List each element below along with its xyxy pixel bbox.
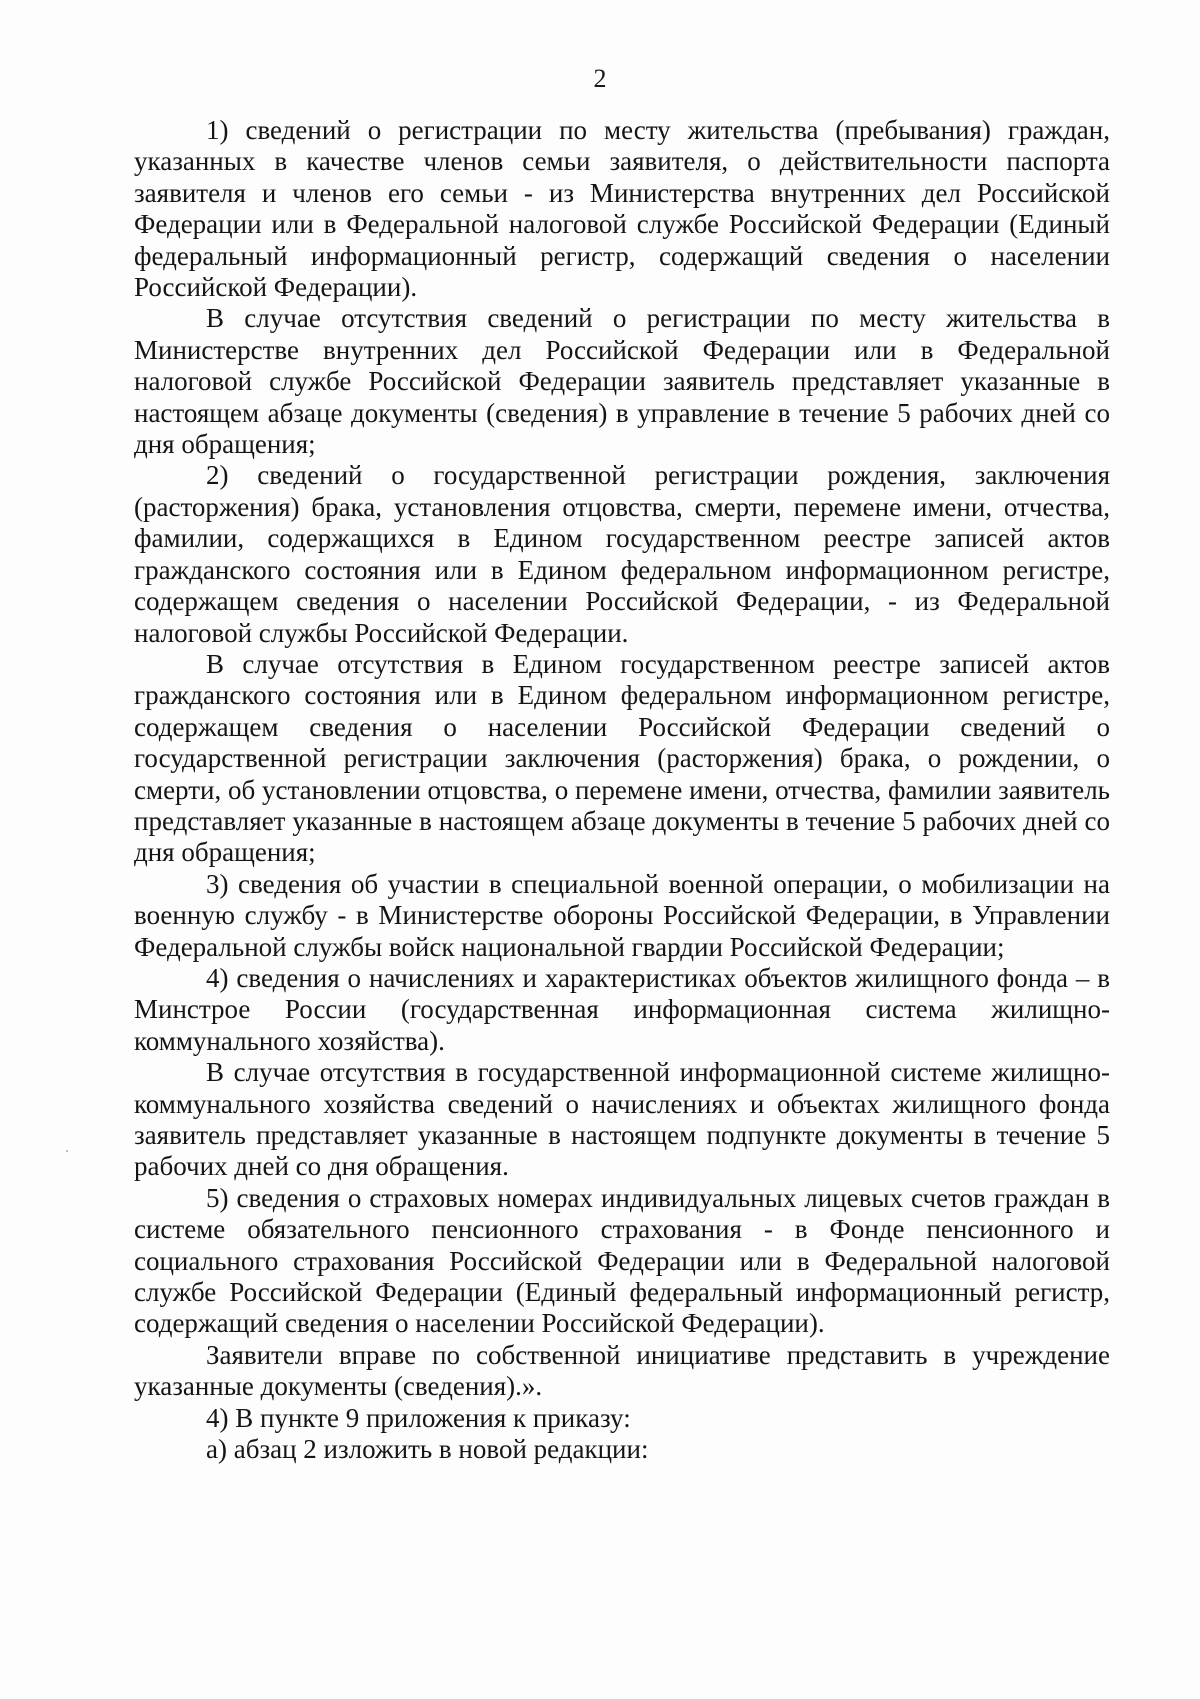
paragraph-subpoint-a: а) абзац 2 изложить в новой редакции: xyxy=(206,1434,649,1465)
paragraph-item-5: 5) сведения о страховых номерах индивидуальных лицевых счетов граждан в системе обязательного пенсионного страхования - в Фонде пенсионного и социального страхования Российской Федерации или в Федеральной налоговой службе Российской Федерации (Единый федеральный информационный регистр, содержащий сведения о населении Российской Федерации). xyxy=(134,1182,1110,1339)
paragraph-item-4: 4) сведения о начислениях и характеристиках объектов жилищного фонда – в Минстрое России (государственная информационная система жилищно-коммунального хозяйства). xyxy=(134,962,1110,1056)
paragraph-absence-civil-status: В случае отсутствия в Едином государственном реестре записей актов гражданского состояния или в Едином федеральном информационном регистре, содержащем сведения о населении Российской Федерации сведений о государственной регистрации заключения (расторжения) брака, о рождении, о смерти, об установлении отцовства, о перемене имени, отчества, фамилии заявитель представляет указанные в настоящем абзаце документы в течение 5 рабочих дней со дня обращения; xyxy=(134,648,1110,868)
paragraph-item-1: 1) сведений о регистрации по месту жительства (пребывания) граждан, указанных в качестве членов семьи заявителя, о действительности паспорта заявителя и членов его семьи - из Министерства внутренних дел Российской Федерации или в Федеральной налоговой службе Российской Федерации (Единый федеральный информационный регистр, содержащий сведения о населении Российской Федерации). xyxy=(134,115,1110,303)
paragraph-item-3: 3) сведения об участии в специальной военной операции, о мобилизации на военную службу - в Министерстве обороны Российской Федерации, в Управлении Федеральной службы войск национальной гвардии Российской Федерации; xyxy=(134,868,1110,962)
paragraph-absence-registration: В случае отсутствия сведений о регистрации по месту жительства в Министерстве внутренних дел Российской Федерации или в Федеральной налоговой службе Российской Федерации заявитель представляет указанные в настоящем абзаце документы (сведения) в управление в течение 5 рабочих дней со дня обращения; xyxy=(134,303,1110,460)
scan-artifact-dot xyxy=(66,1150,68,1152)
page-number: 2 xyxy=(593,64,607,93)
paragraph-applicants-right: Заявители вправе по собственной инициативе представить в учреждение указанные документы (сведения).». xyxy=(134,1339,1110,1402)
paragraph-point-9-heading: 4) В пункте 9 приложения к приказу: xyxy=(206,1402,631,1433)
paragraph-absence-housing: В случае отсутствия в государственной информационной системе жилищно-коммунального хозяйства сведений о начислениях и объектах жилищного фонда заявитель представляет указанные в настоящем подпункте документы в течение 5 рабочих дней со дня обращения. xyxy=(134,1057,1110,1182)
document-body xyxy=(134,115,1110,1465)
paragraph-item-2: 2) сведений о государственной регистрации рождения, заключения (расторжения) брака, установления отцовства, смерти, перемене имени, отчества, фамилии, содержащихся в Едином государственном реестре записей актов гражданского состояния или в Едином федеральном информационном регистре, содержащем сведения о населении Российской Федерации, - из Федеральной налоговой службы Российской Федерации. xyxy=(134,460,1110,648)
